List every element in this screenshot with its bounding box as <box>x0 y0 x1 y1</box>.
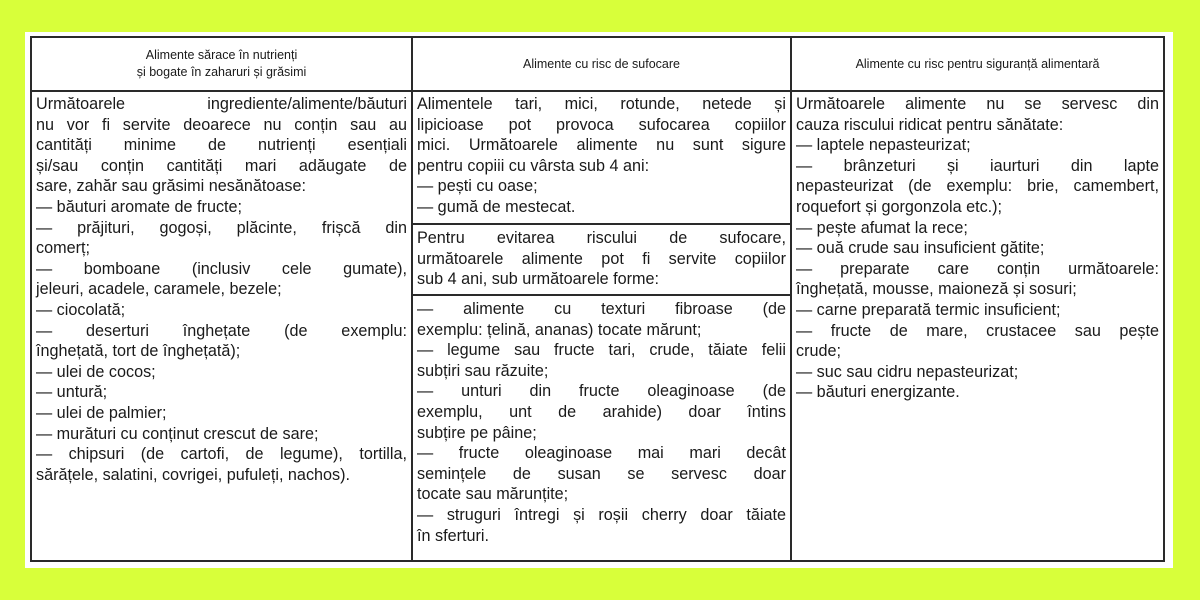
list-item: — ciocolată; <box>36 300 126 319</box>
list-item: — chipsuri (de cartofi, de legume), tortilla, <box>36 445 407 464</box>
choking-safe-forms-list <box>413 296 790 560</box>
list-item-cont: înghețată, mousse, maioneză și sosuri; <box>796 280 1077 299</box>
list-item-cont: nepasteurizat (de exemplu: brie, camembert, <box>796 177 1159 196</box>
list-item: — preparate care conțin următoarele: <box>796 259 1159 278</box>
text-line: Pentru evitarea riscului de sufocare, <box>417 229 786 247</box>
food-restrictions-table <box>30 36 1165 562</box>
document-card <box>25 32 1173 568</box>
list-item: — murături cu conținut crescut de sare; <box>36 424 319 443</box>
list-item: — băuturi energizante. <box>796 383 960 402</box>
list-item: — alimente cu texturi fibroase (de <box>417 300 786 318</box>
text-line: următoarele alimente pot fi servite copiilor <box>417 249 786 268</box>
list-item-cont: sărățele, salatini, covrigei, pufuleți, nachos). <box>36 465 351 484</box>
list-item: — pește afumat la rece; <box>796 218 968 237</box>
list-item: — fructe de mare, crustacee sau pește <box>796 321 1159 340</box>
list-item: — bomboane (inclusiv cele gumate), <box>36 259 407 278</box>
header-choking-risk-text: Alimente cu risc de sufocare <box>522 56 680 71</box>
header-choking-risk <box>411 38 790 92</box>
list-item: — gumă de mestecat. <box>417 197 576 216</box>
header-food-safety-risk-text: Alimente cu risc pentru siguranță alimentară <box>855 56 1100 71</box>
list-item: — brânzeturi și iaurturi din lapte <box>796 156 1159 175</box>
header-food-safety-risk <box>790 38 1163 92</box>
list-item-cont: comerț; <box>36 239 90 258</box>
cell-choking-risk <box>411 92 790 560</box>
list-item: — unturi din fructe oleaginoase (de <box>417 382 786 401</box>
list-item: — fructe oleaginoase mai mari decât <box>417 444 786 463</box>
choking-prevention-intro <box>413 225 790 296</box>
header-nutrient-poor <box>32 38 411 92</box>
list-item-cont: jeleuri, acadele, caramele, bezele; <box>36 280 282 299</box>
list-item-cont: exemplu: țelină, ananas) tocate mărunt; <box>417 320 702 339</box>
list-item: — legume sau fructe tari, crude, tăiate felii <box>417 341 786 360</box>
text-line: Alimentele tari, mici, rotunde, netede și <box>417 95 786 113</box>
list-item: — băuturi aromate de fructe; <box>36 197 243 216</box>
header-nutrient-poor-line2: și bogate în zaharuri și grăsimi <box>136 65 307 79</box>
list-item: — prăjituri, gogoși, plăcinte, frișcă din <box>36 218 407 237</box>
text-line: cauza riscului ridicat pentru sănătate: <box>796 115 1064 134</box>
cell-nutrient-poor <box>32 92 411 560</box>
list-item-cont: subțiri sau răzuite; <box>417 361 549 380</box>
text-line: și/sau conțin cantități mari adăugate de <box>36 156 407 175</box>
list-item: — ouă crude sau insuficient gătite; <box>796 239 1045 258</box>
list-item: — struguri întregi și roșii cherry doar tăiate <box>417 505 786 524</box>
choking-unsafe-section <box>413 92 790 225</box>
list-item-cont: tocate sau mărunțite; <box>417 485 569 504</box>
text-line: Următoarele alimente nu se servesc din <box>796 95 1159 113</box>
list-item-cont: semințele de susan se servesc doar <box>417 464 786 483</box>
list-item: — carne preparată termic insuficient; <box>796 300 1061 319</box>
list-item-cont: subțire pe pâine; <box>417 423 537 442</box>
list-item: — ulei de palmier; <box>36 403 167 422</box>
text-line: sub 4 ani, sub următoarele forme: <box>417 270 660 289</box>
list-item: — untură; <box>36 383 108 402</box>
text-line: pentru copiii cu vârsta sub 4 ani: <box>417 156 650 175</box>
list-item-cont: exemplu, unt de arahide) doar întins <box>417 402 786 421</box>
text-line: mici. Următoarele alimente nu sunt sigure <box>417 136 786 155</box>
list-item-cont: crude; <box>796 342 841 361</box>
list-item: — laptele nepasteurizat; <box>796 136 971 155</box>
list-item: — pești cu oase; <box>417 177 538 196</box>
list-item: — suc sau cidru nepasteurizat; <box>796 362 1019 381</box>
list-item-cont: în sferturi. <box>417 526 489 545</box>
list-item: — ulei de cocos; <box>36 362 156 381</box>
text-line: nu vor fi servite deoarece nu conțin sau au <box>36 115 407 134</box>
text-line: sare, zahăr sau grăsimi nesănătoase: <box>36 177 306 196</box>
text-line: Următoarele ingrediente/alimente/băuturi <box>36 95 407 113</box>
text-line: cantități minime de nutrienți esențiali <box>36 136 407 155</box>
list-item-cont: înghețată, tort de înghețată); <box>36 342 241 361</box>
list-item: — deserturi înghețate (de exemplu: <box>36 321 407 340</box>
text-line: lipicioase pot provoca sufocarea copiilor <box>417 115 786 134</box>
list-item-cont: roquefort și gorgonzola etc.); <box>796 197 1003 216</box>
header-nutrient-poor-line1: Alimente sărace în nutrienți <box>145 48 298 62</box>
cell-food-safety-risk <box>790 92 1163 560</box>
